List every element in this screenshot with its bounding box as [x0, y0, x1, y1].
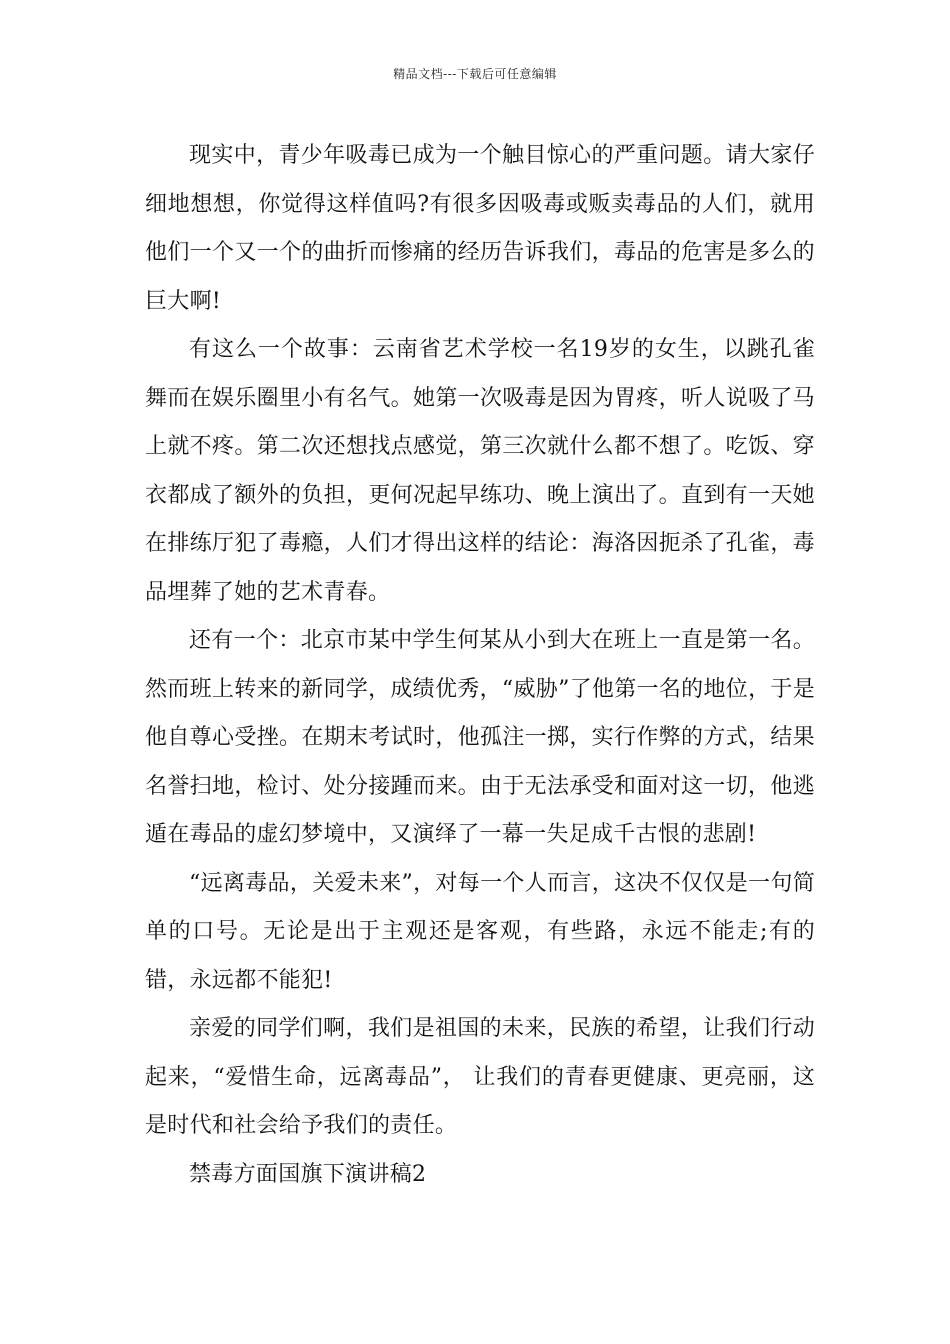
paragraph-closing: 亲爱的同学们啊，我们是祖国的未来，民族的希望，让我们行动起来，“爱惜生命，远离毒品”， 让我们的青春更健康、更亮丽，这是时代和社会给予我们的责任。 [145, 1016, 815, 1138]
paragraph-story-one: 有这么一个故事：云南省艺术学校一名19岁的女生，以跳孔雀舞而在娱乐圈里小有名气。她第一次吸毒是因为胃疼，听人说吸了马上就不疼。第二次还想找点感觉，第三次就什么都不想了。吃饭、穿衣都成了额外的负担，更何况起早练功、晚上演出了。直到有一天她在排练厅犯了毒瘾，人们才得出这样的结论：海洛因扼杀了孔雀，毒品埋葬了她的艺术青春。 [145, 337, 815, 605]
paragraph-story-two: 还有一个：北京市某中学生何某从小到大在班上一直是第一名。然而班上转来的新同学，成绩优秀，“威胁”了他第一名的地位，于是他自尊心受挫。在期末考试时，他孤注一掷，实行作弊的方式，结果名誉扫地，检讨、处分接踵而来。由于无法承受和面对这一切，他逃遁在毒品的虚幻梦境中，又演绎了一幕一失足成千古恨的悲剧! [145, 628, 815, 847]
paragraph-intro: 现实中，青少年吸毒已成为一个触目惊心的严重问题。请大家仔细地想想，你觉得这样值吗?有很多因吸毒或贩卖毒品的人们，就用他们一个又一个的曲折而惨痛的经历告诉我们，毒品的危害是多么的巨大啊! [145, 143, 815, 314]
paragraph-slogan: “远离毒品，关爱未来”，对每一个人而言，这决不仅仅是一句简单的口号。无论是出于主观还是客观，有些路，永远不能走;有的错，永远都不能犯! [145, 870, 815, 993]
document-body [145, 132, 815, 1199]
section-heading: 禁毒方面国旗下演讲稿2 [189, 1161, 427, 1187]
page-header: 精品文档---下载后可任意编辑 [393, 67, 557, 81]
